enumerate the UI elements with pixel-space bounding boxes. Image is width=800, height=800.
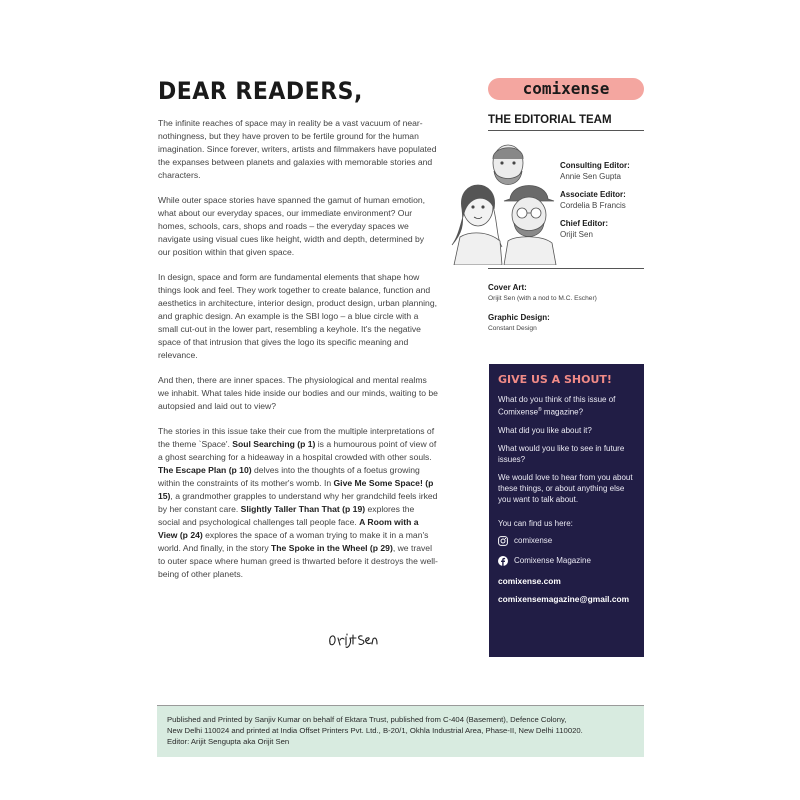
facebook-page-name: Comixense Magazine (514, 556, 591, 566)
registered-mark: ® (538, 407, 542, 413)
credit-title: Graphic Design: (488, 313, 550, 322)
credit-cover-art (488, 283, 644, 302)
website-link[interactable]: comixense.com (498, 575, 561, 586)
credits (488, 283, 644, 332)
instagram-handle: comixense (514, 536, 553, 546)
story-title-escape-plan: The Escape Plan (p 10) (158, 465, 252, 475)
shout-question-3: What would you like to see in future issues? (498, 443, 625, 464)
instagram-link[interactable] (498, 536, 635, 546)
role-name: Orijit Sen (560, 230, 593, 239)
shout-title: GIVE US A SHOUT! (498, 373, 612, 386)
logo-text: comixense (522, 79, 610, 98)
story-title-spoke-in-the-wheel: The Spoke in the Wheel (p 29) (271, 543, 393, 553)
letter-paragraph-5 (158, 425, 438, 581)
role-title: Associate Editor: (560, 190, 626, 199)
page-title: DEAR READERS, (158, 78, 363, 106)
editorial-letter (158, 78, 438, 633)
text-span: explores the social and psychological challenges tall people face. (158, 504, 415, 527)
text-span: The stories in this issue take their cue from the multiple interpretations of the theme `Space'. (158, 426, 435, 449)
shout-question-1 (498, 394, 635, 418)
facebook-link[interactable] (498, 556, 635, 566)
signature-image (326, 629, 386, 651)
story-title-give-me-some-space: Give Me Some Space! (p 15) (158, 478, 434, 501)
footer-line-3: Editor: Arijit Sengupta aka Orijit Sen (167, 737, 290, 746)
publisher-footer (157, 705, 644, 757)
text-span: , a grandmother grapples to understand why her grandchild feels irked by her constant care. (158, 491, 438, 514)
sidebar (488, 78, 644, 343)
text-span: is a humourous point of view of a ghost searching for a hideaway in a hospital crowded with other souls. (158, 439, 437, 462)
role-consulting-editor (560, 161, 660, 181)
text-span: , we travel to outer space where human greed is thwarted before it destroys the well-being of other planets. (158, 543, 438, 579)
letter-paragraph-3: In design, space and form are fundamental elements that shape how things look and feel. They work together to create balance, function and aesthetics in architecture, interior design, product design, urban planning, and graphic design. An example is the SBI logo – a blue circle with a small cut-out in the lower part, resembling a keyhole. It's the negative space of that intrusion that gives the logo its specific meaning and relevance. (158, 272, 437, 360)
find-us-label: You can find us here: (498, 518, 573, 528)
shout-invitation: We would love to hear from you about these things, or about anything else you want to talk about. (498, 472, 633, 504)
editorial-roles (560, 161, 660, 248)
letter-paragraph-1: The infinite reaches of space may in reality be a vast vacuum of near-nothingness, but they have proven to be fertile ground for the human imagination. Since forever, writers, artists and filmmakers have populated the expanses between planets and galaxies with memorable stories and characters. (158, 118, 437, 180)
letter-paragraph-4: And then, there are inner spaces. The physiological and mental realms we inhabit. What tales hide inside our bodies and our minds, waiting to be autopsied and laid out to view? (158, 375, 438, 411)
footer-line-2: New Delhi 110024 and printed at India Offset Printers Pvt. Ltd., B-20/1, Okhla Industrial Area, Phase-II, New Delhi 110020. (167, 726, 583, 735)
letter-paragraph-2: While outer space stories have spanned the gamut of human emotion, what about our everyday spaces, our immediate environment? Our homes, schools, cars, shops and roads – the everyday spaces we navigate using visual cues like height, width and depth, determined by our position within that given space. (158, 195, 426, 257)
editorial-team-title: THE EDITORIAL TEAM (488, 114, 644, 131)
credit-graphic-design (488, 313, 644, 332)
role-title: Chief Editor: (560, 219, 608, 228)
role-name: Cordelia B Francis (560, 201, 626, 210)
credit-value: Orijit Sen (with a nod to M.C. Escher) (488, 295, 597, 302)
text-span: explores the space of a woman trying to make it in a man's world. And finally, in the story (158, 530, 429, 553)
editors-portrait-illustration (430, 137, 560, 265)
role-chief-editor (560, 219, 660, 239)
instagram-icon (498, 536, 508, 546)
footer-line-1: Published and Printed by Sanjiv Kumar on behalf of Ektara Trust, published from C-404 (Basement), Defence Colony, (167, 715, 567, 724)
story-title-room-with-a-view: A Room with a View (p 24) (158, 517, 419, 540)
role-title: Consulting Editor: (560, 161, 630, 170)
text-span: What do you think of this issue of Comixense (498, 395, 616, 417)
credit-value: Constant Design (488, 325, 537, 332)
story-title-slightly-taller: Slightly Taller Than That (p 19) (240, 504, 366, 514)
signature-area (158, 593, 438, 633)
shout-question-2: What did you like about it? (498, 425, 592, 435)
story-title-soul-searching: Soul Searching (p 1) (232, 439, 316, 449)
editorial-team (488, 131, 644, 269)
role-associate-editor (560, 190, 660, 210)
email-link[interactable]: comixensemagazine@gmail.com (498, 593, 630, 604)
text-span: magazine? (541, 407, 584, 417)
comixense-logo (488, 78, 644, 100)
credit-title: Cover Art: (488, 283, 527, 292)
role-name: Annie Sen Gupta (560, 172, 621, 181)
text-span: delves into the thoughts of a foetus growing within the constraints of its mother's womb. In (158, 465, 420, 488)
facebook-icon (498, 556, 508, 566)
give-us-a-shout-box (489, 364, 644, 657)
